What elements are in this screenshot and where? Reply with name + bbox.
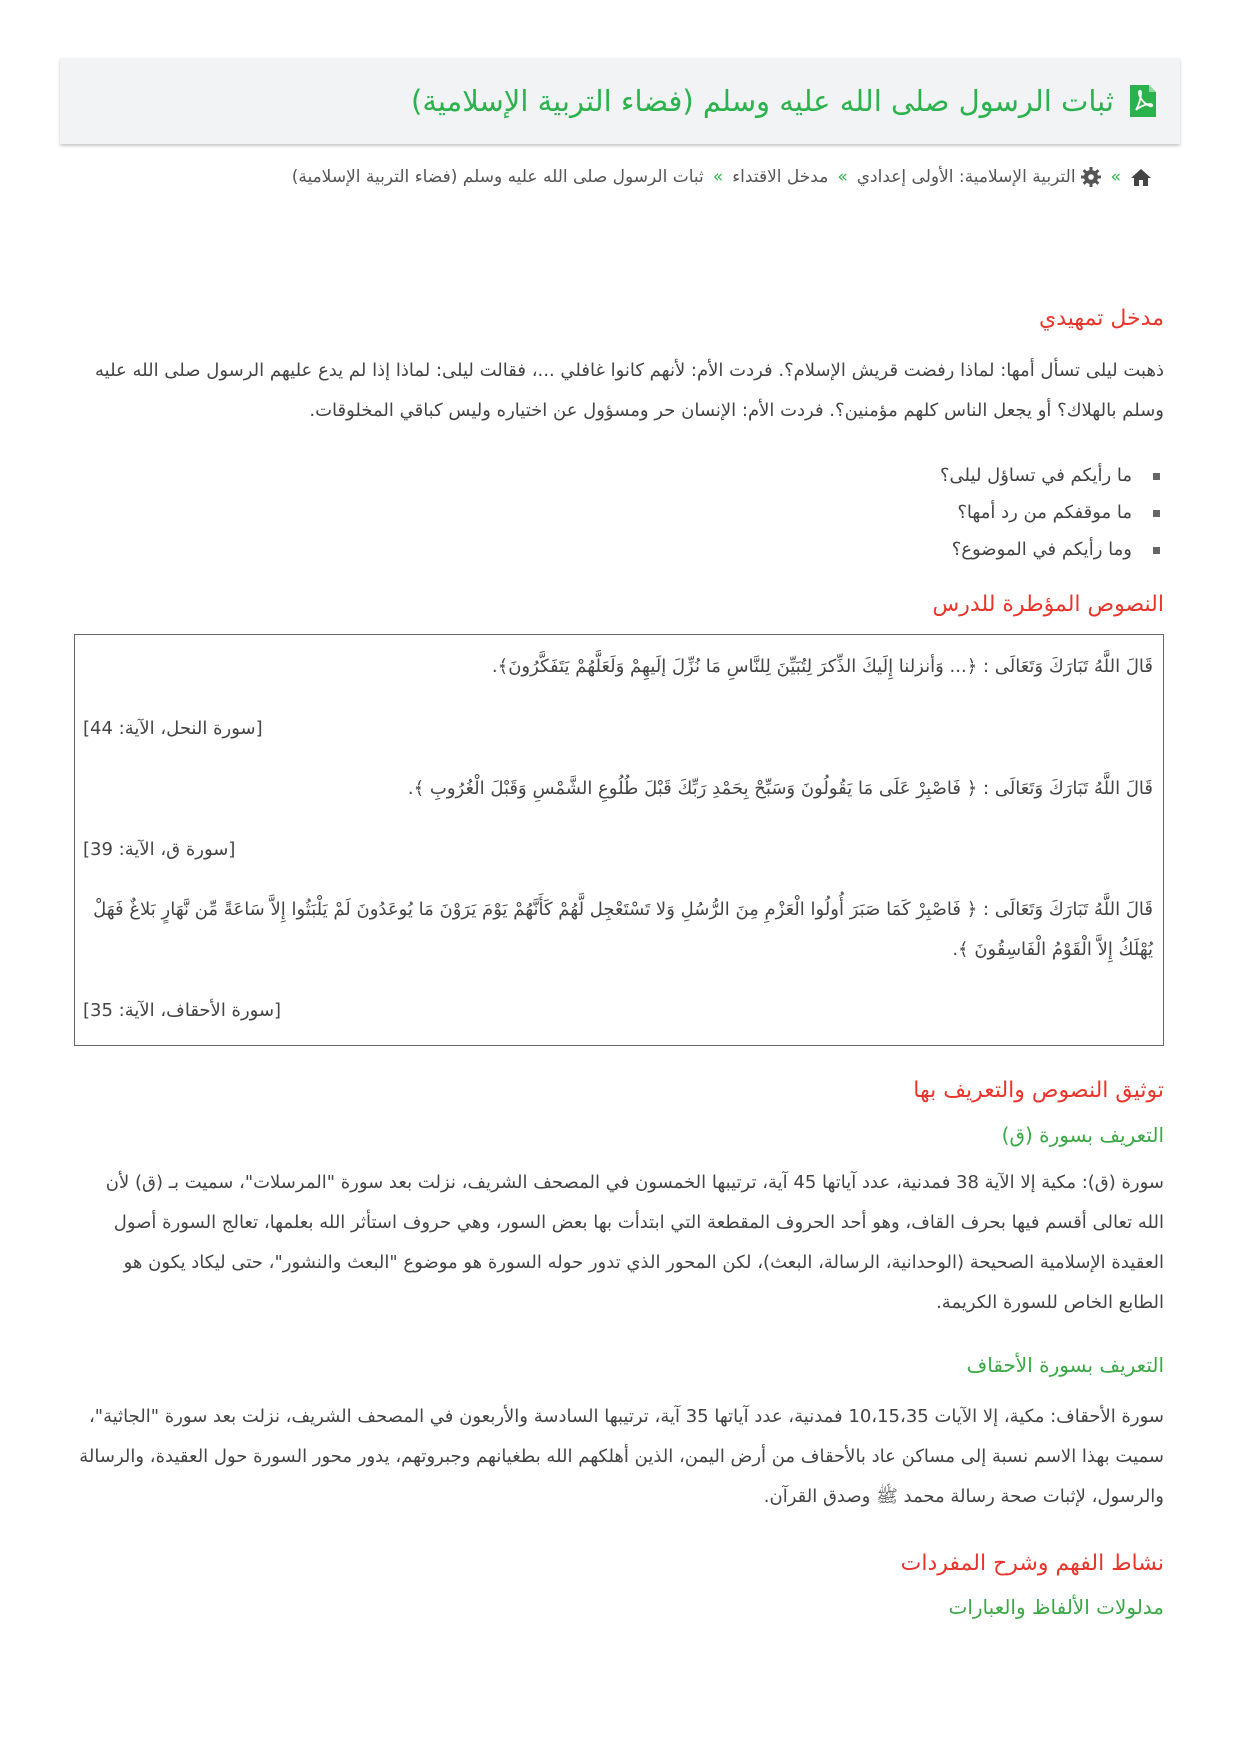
breadcrumb-separator: » [1110,167,1121,187]
surah-ahqaf-paragraph: سورة الأحقاف: مكية، إلا الآيات 10،15،35 فمدنية، عدد آياتها 35 آية، ترتيبها السادسة والأربعون في المصحف الشريف، نزلت بعد سورة "الجاثية"، سميت بهذا الاسم نسبة إلى مساكن عاد بالأحقاف من أرض اليمن، الذين أهلكهم الله بطغيانهم وجبروتهم، يدور محور السورة حول العقيدة، والرسالة والرسول، لإثبات صحة رسالة محمد ﷺ وصدق القرآن. [79,1406,1164,1507]
section-heading-texts: النصوص المؤطرة للدرس [932,592,1164,617]
breadcrumb-item-subject[interactable]: التربية الإسلامية: الأولى إعدادي [856,167,1076,187]
bullet-icon [1153,547,1160,554]
list-item [74,531,1164,568]
page-title: ثبات الرسول صلى الله عليه وسلم (فضاء التربية الإسلامية) [411,84,1114,118]
subheading-surah-qaf: التعريف بسورة (ق) [1001,1123,1164,1147]
pdf-file-icon[interactable] [1128,84,1158,118]
list-item [74,457,1164,494]
intro-paragraph: ذهبت ليلى تسأل أمها: لماذا رفضت قريش الإسلام؟. فردت الأم: لأنهم كانوا غافلي ...، فقالت ليلى: لماذا إذا لم يدع عليهم الرسول صلى الله عليه وسلم بالهلاك؟ أو يجعل الناس كلهم مؤمنين؟. فردت الأم: الإنسان حر ومسؤول عن اختياره وليس كباقي المخلوقات. [94,360,1164,421]
subheading-vocabulary: مدلولات الألفاظ والعبارات [948,1595,1164,1619]
breadcrumb-separator: » [837,167,848,187]
breadcrumb [292,166,1152,188]
quran-texts-box [74,634,1164,1046]
verse-1-reference: [سورة النحل، الآية: 44] [83,718,263,739]
breadcrumb-item-current: ثبات الرسول صلى الله عليه وسلم (فضاء التربية الإسلامية) [291,167,704,187]
main-content [74,296,1164,1621]
verse-3-reference: [سورة الأحقاف، الآية: 35] [83,1000,282,1021]
breadcrumb-item-unit[interactable]: مدخل الاقتداء [732,167,829,187]
verse-3: قَالَ اللَّهُ تَبَارَكَ وَتَعَالَى : ﴿ فَاصْبِرْ كَمَا صَبَرَ أُولُوا الْعَزْمِ مِنَ الرُّسُلِ وَلا تَسْتَعْجِل لَّهُمْ كَأَنَّهُمْ يَوْمَ يَرَوْنَ مَا يُوعَدُونَ لَمْ يَلْبَثُوا إِلاَّ سَاعَةً مِّن نَّهَارٍ بَلاغٌ فَهَلْ يُهْلَكُ إِلاَّ الْقَوْمُ الْفَاسِقُونَ ﴾. [93,899,1153,960]
subheading-surah-ahqaf: التعريف بسورة الأحقاف [966,1353,1164,1377]
question-text: ما موقفكم من رد أمها؟ [957,502,1132,523]
verse-2: قَالَ اللَّهُ تَبَارَكَ وَتَعَالَى : ﴿ فَاصْبِرْ عَلَى مَا يَقُولُونَ وَسَبِّحْ بِحَمْدِ رَبِّكَ قَبْلَ طُلُوعِ الشَّمْسِ وَقَبْلَ الْغُرُوبِ ﴾. [407,778,1153,799]
home-icon[interactable] [1130,167,1152,187]
verse-1: قَالَ اللَّهُ تَبَارَكَ وَتَعَالَى : ﴿... وَأنزلنا إِلَيكَ الذِّكرَ لِتُبَيِّنَ لِلنَّاسِ مَا نُزِّلَ إلَيهِمْ وَلَعَلَّهُمْ يَتَفَكَّرُونَ﴾. [491,656,1153,677]
intro-questions-list [74,457,1164,568]
verse-2-reference: [سورة ق، الآية: 39] [83,839,236,860]
section-heading-intro: مدخل تمهيدي [1039,306,1164,331]
bullet-icon [1153,510,1160,517]
section-heading-documentation: توثيق النصوص والتعريف بها [913,1078,1164,1103]
list-item [74,494,1164,531]
surah-qaf-paragraph: سورة (ق): مكية إلا الآية 38 فمدنية، عدد آياتها 45 آية، ترتيبها الخمسون في المصحف الشريف، نزلت بعد سورة "المرسلات"، سميت بـ (ق) لأن الله تعالى أقسم فيها بحرف القاف، وهو أحد الحروف المقطعة التي ابتدأت بها بعض السور، وهي حروف استأثر الله بعلمها، تعالج السورة أصول العقيدة الإسلامية الصحيحة (الوحدانية، الرسالة، البعث)، لكن المحور الذي تدور حوله السورة هو موضوع "البعث والنشور"، حتى ليكاد يكون هو الطابع الخاص للسورة الكريمة. [105,1172,1164,1313]
section-heading-activity: نشاط الفهم وشرح المفردات [900,1551,1164,1576]
title-bar [60,58,1180,144]
gear-icon [1080,166,1102,188]
question-text: ما رأيكم في تساؤل ليلى؟ [940,465,1132,486]
question-text: وما رأيكم في الموضوع؟ [951,539,1132,560]
bullet-icon [1153,473,1160,480]
breadcrumb-separator: » [712,167,724,187]
